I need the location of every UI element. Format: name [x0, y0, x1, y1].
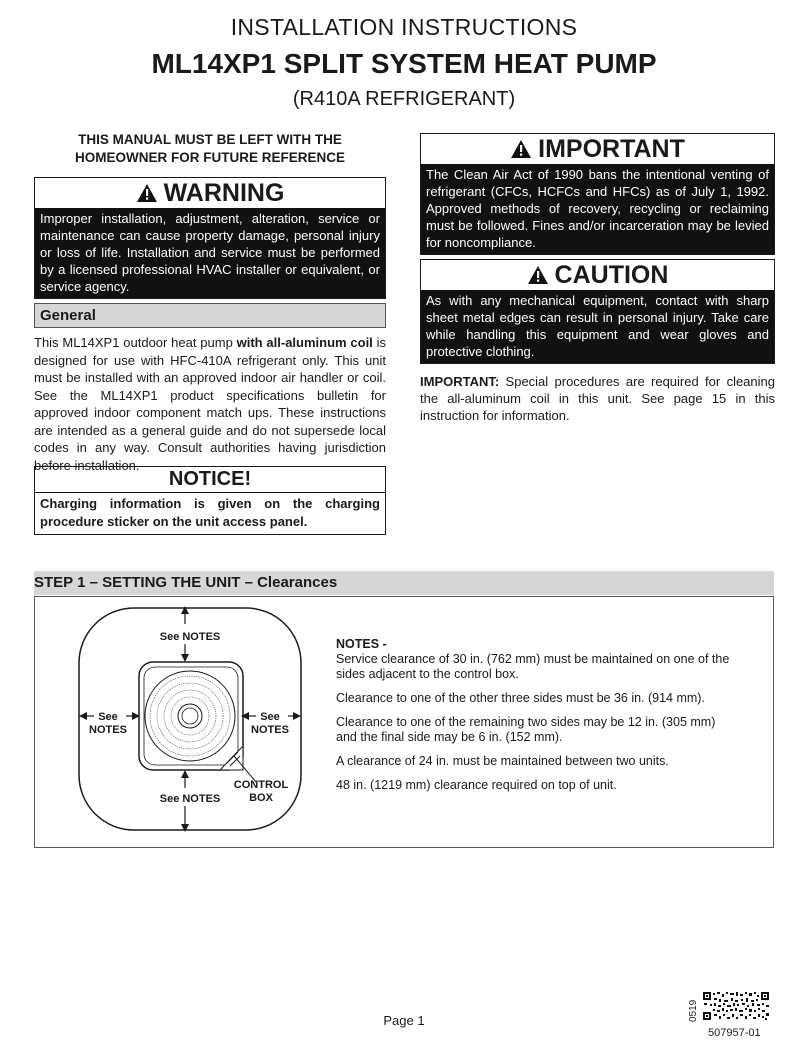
- refrigerant-subtitle: (R410A REFRIGERANT): [292, 88, 516, 110]
- step1-heading: STEP 1 – SETTING THE UNIT – Clearances: [34, 571, 774, 595]
- caution-header: [421, 260, 774, 290]
- left-clearance-label: See NOTES: [89, 711, 127, 736]
- general-section-heading: General: [34, 303, 386, 328]
- note-item: Clearance to one of the remaining two sides may be 12 in. (305 mm) and the final side may be 6 in. (152 mm).: [336, 715, 716, 744]
- document-number: 507957-01: [708, 1027, 761, 1039]
- warning-header: [35, 178, 385, 208]
- note-item: Clearance to one of the other three sides must be 36 in. (914 mm).: [336, 691, 705, 705]
- important-header: [421, 134, 774, 164]
- caution-body: As with any mechanical equipment, contact with sharp sheet metal edges can result in personal injury. Take care while handling this equipment and wear gloves and protective clothing.: [421, 290, 774, 363]
- bottom-clearance-label: See NOTES: [159, 793, 221, 805]
- caution-box: [420, 259, 775, 364]
- important-note-text: Special procedures are required for cleaning the all-aluminum coil in this unit. See page 15 in this instruction for information.: [420, 374, 775, 423]
- document-title: INSTALLATION INSTRUCTIONS: [230, 14, 578, 40]
- important-note-label: IMPORTANT:: [420, 374, 500, 389]
- date-code: 0519: [688, 999, 699, 1022]
- general-text-rest: is designed for use with HFC-410A refrigerant only. This unit must be installed with an approved indoor air handler or coil. See the ML14XP1 product specifications bulletin for approved indoor component match ups. These instructions are intended as a general guide and do not supersede local codes in any way. Consult authorities having jurisdiction before installation.: [34, 335, 386, 473]
- notice-title: NOTICE!: [35, 467, 385, 493]
- important-title: IMPORTANT: [538, 135, 685, 163]
- warning-title: WARNING: [163, 179, 285, 207]
- caution-title: CAUTION: [554, 261, 669, 289]
- warning-body: Improper installation, adjustment, alteration, service or maintenance can cause property damage, personal injury or loss of life. Installation and service must be performed by a licensed professional HVAC installer or equivalent, or service agency.: [35, 208, 385, 298]
- important-box: [420, 133, 775, 255]
- general-text-bold: with all-aluminum coil: [236, 335, 373, 350]
- page-number: Page 1: [383, 1013, 425, 1028]
- right-clearance-label: See NOTES: [251, 711, 289, 736]
- manual-note: THIS MANUAL MUST BE LEFT WITH THE HOMEOWNER FOR FUTURE REFERENCE: [75, 132, 345, 165]
- control-box-label: CONTROL BOX: [233, 779, 289, 804]
- important-note: [420, 373, 775, 424]
- note-item: 48 in. (1219 mm) clearance required on top of unit.: [336, 778, 617, 792]
- barcode-icon: [702, 991, 770, 1021]
- clearance-notes: [336, 637, 736, 802]
- caution-triangle-icon: [527, 265, 549, 285]
- warning-box: [34, 177, 386, 299]
- important-body: The Clean Air Act of 1990 bans the intentional venting of refrigerant (CFCs, HCFCs and HFCs) as of July 1, 1992. Approved methods of recovery, recycling or reclaiming must be followed. Fines and/or incarceration may be levied for noncompliance.: [421, 164, 774, 254]
- general-text-intro: This ML14XP1 outdoor heat pump: [34, 335, 237, 350]
- warning-triangle-icon: [136, 183, 158, 203]
- notice-box: [34, 466, 386, 535]
- note-item: Service clearance of 30 in. (762 mm) must be maintained on one of the sides adjacent to the control box.: [336, 652, 730, 681]
- general-text: [34, 334, 386, 474]
- note-item: A clearance of 24 in. must be maintained between two units.: [336, 754, 669, 768]
- product-title: ML14XP1 SPLIT SYSTEM HEAT PUMP: [151, 48, 657, 79]
- notes-title: NOTES -: [336, 637, 387, 651]
- notice-body: Charging information is given on the charging procedure sticker on the unit access panel.: [40, 496, 380, 529]
- important-triangle-icon: [510, 139, 532, 159]
- top-clearance-label: See NOTES: [159, 631, 221, 643]
